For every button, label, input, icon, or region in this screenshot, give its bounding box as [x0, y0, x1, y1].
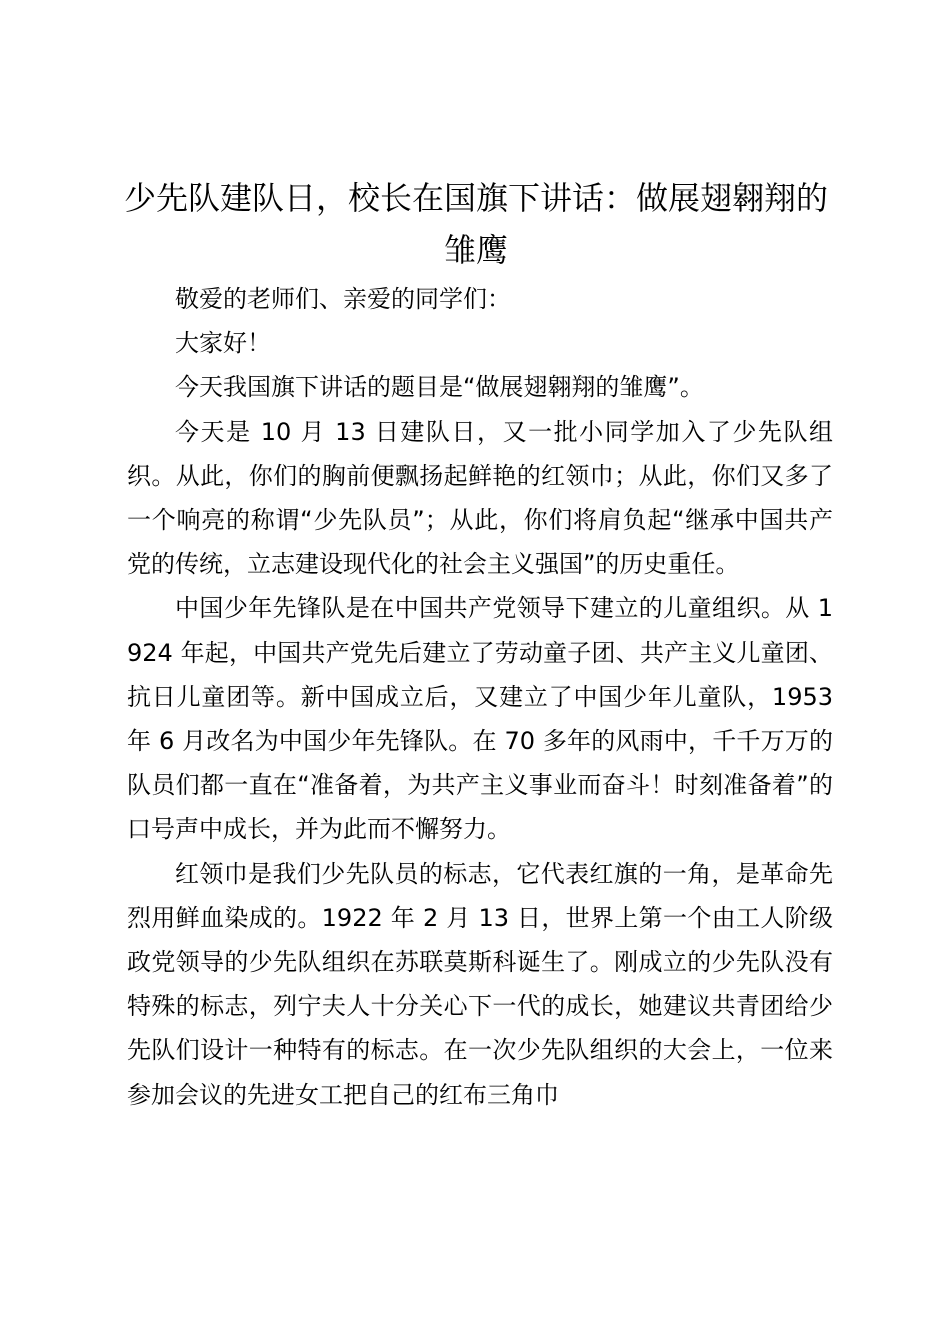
paragraph-red-scarf: 红领巾是我们少先队员的标志，它代表红旗的一角，是革命先烈用鲜血染成的。1922 年 2 月 13 日，世界上第一个由工人阶级政党领导的少先队组织在苏联莫斯科诞生了。刚成立的少先队没有特殊的标志，列宁夫人十分关心下一代的成长，她建议共青团给少先队们设计一种特有的标志。在一次少先队组织的大会上，一位来参加会议的先进女工把自己的红布三角巾 [127, 859, 833, 1109]
document-title: 少先队建队日，校长在国旗下讲话：做展翅翱翔的雏鹰 [123, 179, 828, 269]
paragraph-history: 中国少年先锋队是在中国共产党领导下建立的儿童组织。从 1924 年起，中国共产党先后建立了劳动童子团、共产主义儿童团、抗日儿童团等。新中国成立后，又建立了中国少年儿童队，1953 年 6 月改名为中国少年先锋队。在 70 多年的风雨中，千千万万的队员们都一直在“准备着，为共产主义事业而奋斗！时刻准备着”的口号声中成长，并为此而不懈努力。 [127, 594, 833, 844]
paragraph-greeting: 大家好！ [175, 329, 271, 358]
document-body [127, 277, 833, 1117]
paragraph-topic: 今天我国旗下讲话的题目是“做展翅翱翔的雏鹰”。 [175, 373, 704, 402]
paragraph-founding-day: 今天是 10 月 13 日建队日，又一批小同学加入了少先队组织。从此，你们的胸前便飘扬起鲜艳的红领巾；从此，你们又多了一个响亮的称谓“少先队员”；从此，你们将肩负起“继承中国共产党的传统，立志建设现代化的社会主义强国”的历史重任。 [127, 417, 833, 579]
paragraph-salutation: 敬爱的老师们、亲爱的同学们： [175, 285, 511, 313]
